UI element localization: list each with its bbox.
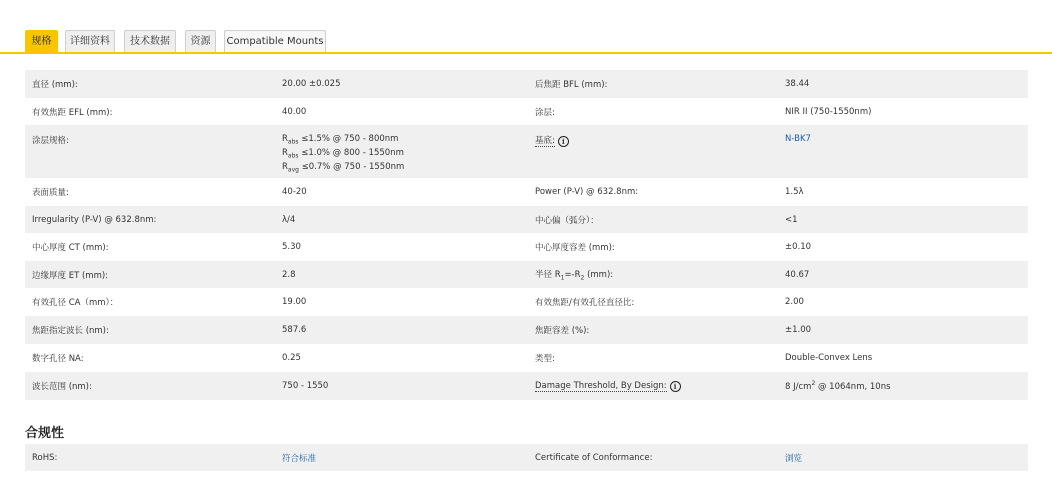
spec-value: <1 xyxy=(778,206,1028,233)
coating-spec-line: $R_{avg} \le 0.7\%$ @ 750 - 1550nm xyxy=(282,162,405,175)
table-row xyxy=(25,125,1028,178)
spec-label: 中心厚度 CT (mm): xyxy=(32,243,109,253)
spec-label: 有效焦距 EFL (mm): xyxy=(32,107,113,118)
compliance-title: 合规性 xyxy=(25,426,65,441)
spec-value: 2.00 xyxy=(785,297,804,307)
tab-specifications[interactable]: 规格 xyxy=(25,30,58,53)
spec-value: 1.5λ xyxy=(785,187,804,197)
damage-threshold-label[interactable] xyxy=(528,372,778,400)
table-row xyxy=(25,444,1028,471)
table-row xyxy=(25,70,1028,98)
spec-label: 类型: xyxy=(535,354,555,364)
spec-label: 涂层规格: xyxy=(25,125,275,178)
spec-label: 波长范围 (nm): xyxy=(25,372,275,400)
table-row xyxy=(25,233,1028,261)
spec-value: 2.8 xyxy=(275,261,528,288)
tab-technical-data[interactable]: 技术数据 xyxy=(124,30,176,53)
spec-value: 38.44 xyxy=(778,70,1028,98)
spec-label: 直径 (mm): xyxy=(25,70,275,98)
coc-view-link[interactable]: 浏览 xyxy=(785,453,803,464)
spec-label: 边缘厚度 ET (mm): xyxy=(25,261,275,288)
spec-label: 焦距指定波长 (nm): xyxy=(25,316,275,344)
spec-value: 40.67 xyxy=(778,261,1028,288)
spec-label: Irregularity (P-V) @ 632.8nm: xyxy=(25,206,275,233)
spec-label: 焦距容差 (%): xyxy=(528,316,778,344)
spec-value: 750 - 1550 xyxy=(275,372,528,400)
substrate-link[interactable]: N-BK7 xyxy=(785,134,811,144)
table-row xyxy=(25,178,1028,206)
coc-value[interactable] xyxy=(778,444,1028,471)
spec-value: 587.6 xyxy=(275,316,528,344)
tab-bar xyxy=(0,0,1052,54)
spec-label: 有效焦距/有效孔径直径比: xyxy=(535,298,635,308)
specifications-table xyxy=(25,70,1028,400)
coc-label: Certificate of Conformance: xyxy=(528,444,778,471)
spec-label: 有效孔径 CA（mm）： xyxy=(32,298,119,308)
table-row xyxy=(25,344,1028,372)
tab-compatible-mounts[interactable]: Compatible Mounts xyxy=(224,30,326,53)
substrate-label[interactable] xyxy=(528,125,778,178)
table-row xyxy=(25,316,1028,344)
spec-value: 5.30 xyxy=(282,242,301,252)
table-row xyxy=(25,98,1028,125)
tab-underline xyxy=(0,52,1052,54)
spec-label: 中心厚度容差 (mm): xyxy=(535,243,615,253)
spec-value: NIR II (750-1550nm) xyxy=(785,106,872,117)
spec-label: Power (P-V) @ 632.8nm: xyxy=(535,187,639,197)
table-row xyxy=(25,288,1028,316)
spec-value: 40-20 xyxy=(282,187,307,197)
spec-value[interactable] xyxy=(778,125,1028,178)
spec-label: 中心偏（弧分）： xyxy=(528,206,778,233)
coating-spec-line: $R_{abs} \le 1.5\%$ @ 750 - 800nm xyxy=(282,134,399,146)
rohs-label: RoHS: xyxy=(25,444,275,471)
table-row xyxy=(25,206,1028,233)
substrate-label-text[interactable]: 基底: xyxy=(535,136,555,146)
damage-threshold-label-text[interactable]: Damage Threshold, By Design: xyxy=(535,380,667,391)
radius-label: 半径 $R_1=-R_2$ (mm): xyxy=(528,261,778,288)
spec-label: 数字孔径 NA: xyxy=(32,354,84,364)
spec-value: ±1.00 xyxy=(778,316,1028,344)
tab-resources[interactable]: 资源 xyxy=(185,30,216,53)
spec-value: λ/4 xyxy=(275,206,528,233)
rohs-value[interactable] xyxy=(275,444,528,471)
damage-threshold-value: 8 $J/cm^2$ @ 1064nm, 10ns xyxy=(778,372,1028,400)
spec-label: 涂层: xyxy=(535,107,555,118)
compliance-table xyxy=(25,444,1028,471)
tab-details[interactable]: 详细资料 xyxy=(65,30,115,53)
info-icon[interactable]: i xyxy=(558,136,569,147)
table-row xyxy=(25,372,1028,400)
info-icon[interactable]: i xyxy=(670,381,681,392)
spec-value: 20.00 ±0.025 xyxy=(275,70,528,98)
spec-value: ±0.10 xyxy=(785,242,812,252)
table-row xyxy=(25,261,1028,288)
spec-label: 后焦距 BFL (mm): xyxy=(528,70,778,98)
spec-value: 0.25 xyxy=(282,353,301,363)
spec-value: 19.00 xyxy=(282,297,307,307)
coating-spec-line: $R_{abs} \le 1.0\%$ @ 800 - 1550nm xyxy=(282,148,404,160)
spec-label: 表面质量: xyxy=(32,188,69,198)
spec-value: Double-Convex Lens xyxy=(785,353,873,363)
spec-value: 40.00 xyxy=(282,106,307,117)
coating-spec-value xyxy=(275,125,528,178)
rohs-link[interactable]: 符合标准 xyxy=(282,453,317,464)
